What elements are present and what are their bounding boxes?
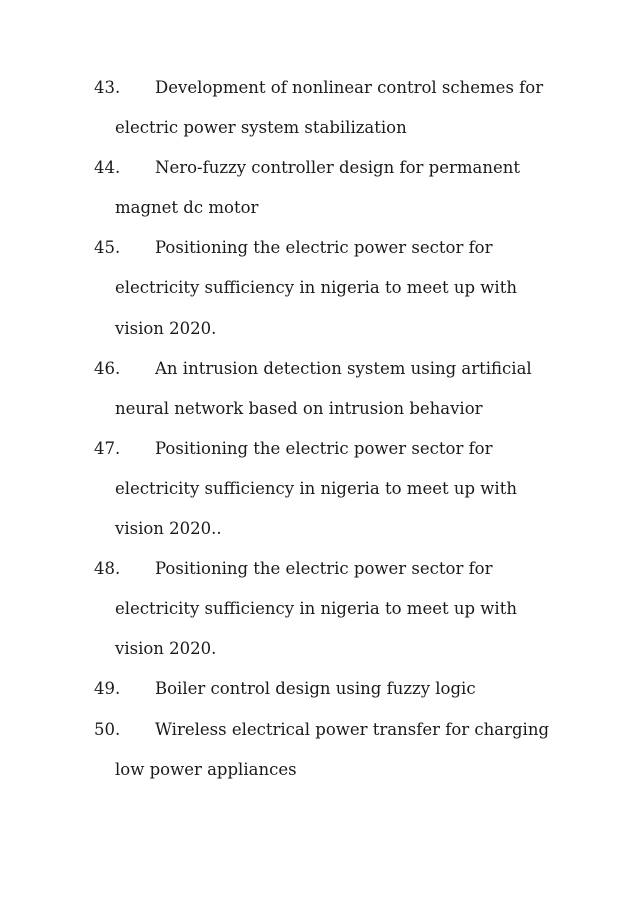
item-title-continuation: vision 2020.: [115, 639, 217, 659]
item-title-continuation: low power appliances: [115, 759, 297, 779]
list-item-47: [94, 438, 564, 558]
item-number: 48.: [94, 559, 121, 579]
item-title-line: An intrusion detection system using artificial: [155, 358, 532, 378]
item-title-line: Boiler control design using fuzzy logic: [155, 679, 476, 699]
item-number: 47.: [94, 438, 121, 458]
item-number: 50.: [94, 719, 121, 739]
item-number: 43.: [94, 78, 121, 97]
item-title-continuation: magnet dc motor: [115, 198, 259, 218]
item-title-line: Positioning the electric power sector for: [155, 559, 493, 579]
item-number: 49.: [94, 679, 121, 699]
list-item-43: [94, 77, 564, 157]
list-item-48: [94, 558, 564, 678]
item-number: 45.: [94, 238, 121, 258]
list-item-49: [94, 678, 564, 718]
item-title-line: Positioning the electric power sector for: [155, 238, 493, 258]
item-title-continuation: electricity sufficiency in nigeria to meet up with: [115, 599, 517, 619]
item-title-line: Development of nonlinear control schemes for: [155, 78, 544, 97]
item-title-continuation: vision 2020.: [115, 318, 217, 338]
list-item-46: [94, 358, 564, 438]
list-item-45: [94, 237, 564, 357]
item-title-line: Nero-fuzzy controller design for permanent: [155, 158, 521, 178]
item-title-continuation: electricity sufficiency in nigeria to meet up with: [115, 478, 517, 498]
item-title-line: Positioning the electric power sector for: [155, 438, 493, 458]
item-title-continuation: electricity sufficiency in nigeria to meet up with: [115, 278, 517, 298]
item-title-continuation: electric power system stabilization: [115, 118, 407, 138]
list-item-44: [94, 157, 564, 237]
item-title-continuation: neural network based on intrusion behavior: [115, 398, 483, 418]
item-title-continuation: vision 2020..: [115, 519, 222, 539]
project-topic-list: [94, 77, 564, 799]
item-title-line: Wireless electrical power transfer for charging: [155, 719, 550, 739]
list-item-50: [94, 719, 564, 799]
item-number: 44.: [94, 158, 121, 178]
item-number: 46.: [94, 358, 121, 378]
